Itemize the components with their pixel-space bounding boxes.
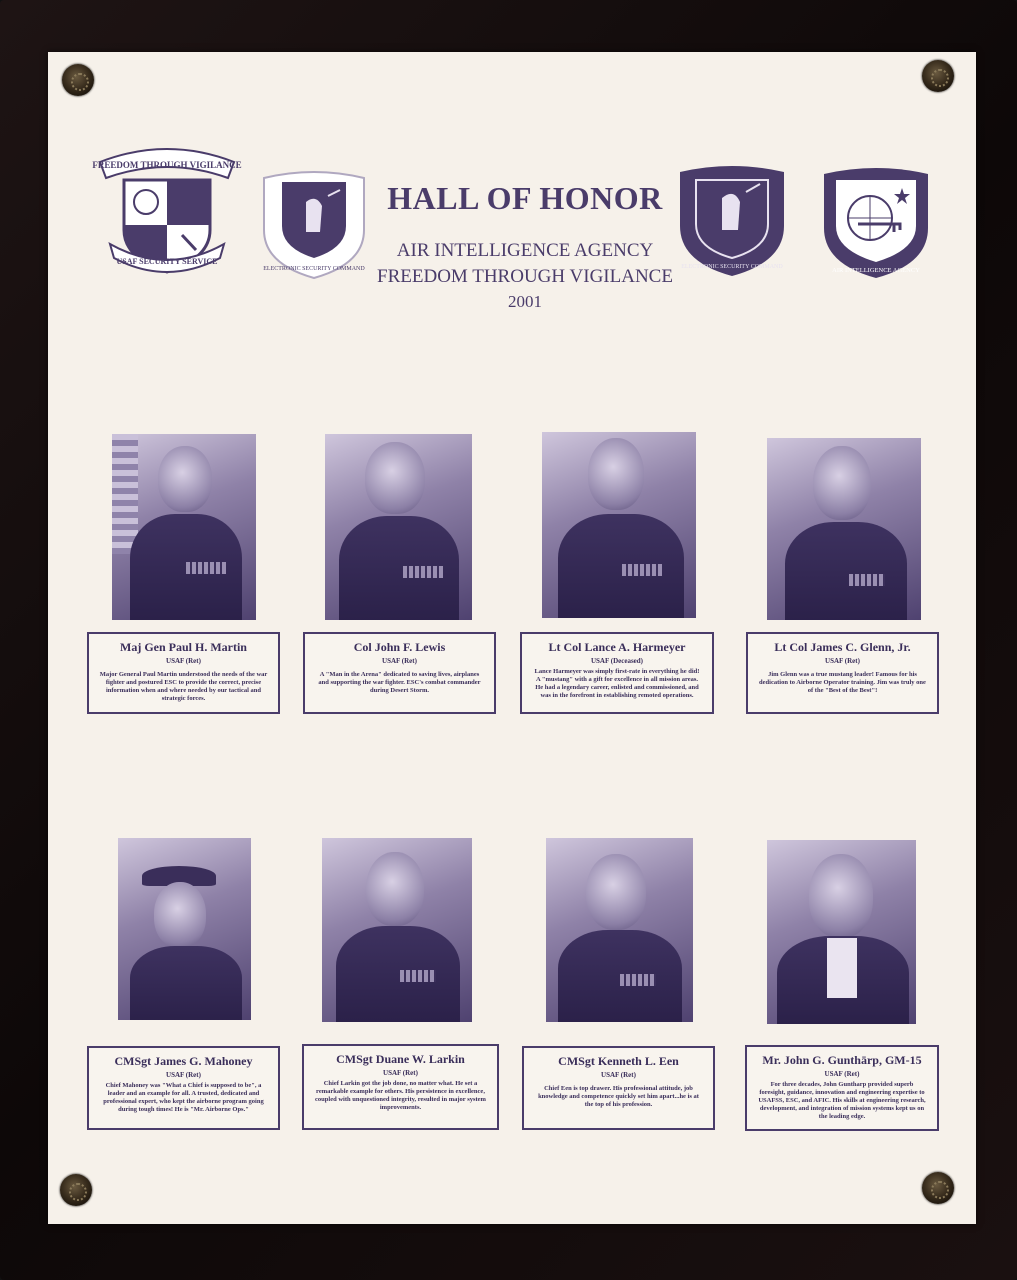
honoree-description: Lance Harmeyer was simply first-rate in everything he did! A "mustang" with a gift for excellence in all mission areas. He had a legendary career, enlisted and commissioned, and was in the forefront in establishing remoted operations.	[534, 668, 700, 699]
portrait-photo	[542, 432, 696, 618]
honoree-caption	[746, 632, 939, 714]
agency-line: AIR INTELLIGENCE AGENCY	[396, 240, 654, 261]
honoree-status: USAF (Ret)	[824, 1070, 860, 1078]
honoree-name: Mr. John G. Gunthārp, GM-15	[762, 1053, 922, 1067]
honoree-status: USAF (Ret)	[166, 1071, 201, 1079]
screw-icon	[922, 60, 954, 92]
honoree-description: Chief Een is top drawer. His professional attitude, job knowledge and competence quickly set him apart...he is at the top of his profession.	[538, 1085, 699, 1108]
honoree-description: For three decades, John Guntharp provided superb foresight, guidance, innovation and engineering expertise to USAFSS, ESC, and AFIC. His skills at engineering research, development, and integration of mission systems kept us on the leading edge.	[758, 1081, 926, 1120]
honoree-name: Lt Col James C. Glenn, Jr.	[774, 640, 911, 654]
portrait-photo	[325, 434, 472, 620]
honoree-caption	[87, 1046, 280, 1130]
honoree-name: CMSgt Kenneth L. Een	[558, 1054, 679, 1068]
honoree-description: Chief Larkin got the job done, no matter what. He set a remarkable example for others. His persistence in excellence, coupled with unquestioned integrity, resulted in major system improvements.	[315, 1080, 486, 1111]
honoree-description: A "Man in the Arena" dedicated to saving lives, airplanes and supporting the war fighter. ESC's combat commander during Desert Storm.	[318, 671, 481, 694]
screw-icon	[62, 64, 94, 96]
year-line: 2001	[508, 292, 542, 311]
portrait-photo	[112, 434, 256, 620]
page-title: HALL OF HONOR	[387, 180, 663, 216]
honoree-caption	[302, 1044, 499, 1130]
emblem-scroll-text: USAF SECURITY SERVICE	[116, 257, 218, 266]
honoree-status: USAF (Deceased)	[590, 657, 644, 665]
esc-emblem-right	[676, 164, 788, 276]
portrait-photo	[118, 838, 251, 1020]
motto-line: FREEDOM THROUGH VIGILANCE	[377, 266, 673, 287]
honoree-caption	[520, 632, 714, 714]
emblem-banner-text: FREEDOM THROUGH VIGILANCE	[92, 160, 242, 170]
honoree-description: Chief Mahoney was "What a Chief is supposed to be", a leader and an example for all. A trusted, dedicated and professional expert, who kept the airborne program going during tough times! He is "Mr. Airborne Ops."	[103, 1082, 264, 1113]
honoree-caption	[522, 1046, 715, 1130]
honoree-name: CMSgt James G. Mahoney	[114, 1054, 253, 1068]
honoree-caption	[87, 632, 280, 714]
honoree-status: USAF (Ret)	[383, 1069, 418, 1077]
usaf-security-service-emblem	[92, 140, 242, 280]
portrait-photo	[767, 438, 921, 620]
screw-icon	[922, 1172, 954, 1204]
honoree-status: USAF (Ret)	[601, 1071, 636, 1079]
honoree-name: CMSgt Duane W. Larkin	[336, 1052, 465, 1066]
honoree-status: USAF (Ret)	[166, 657, 201, 665]
honoree-caption	[745, 1045, 939, 1131]
aia-emblem	[818, 166, 934, 278]
honoree-name: Col John F. Lewis	[353, 640, 446, 654]
screw-icon	[60, 1174, 92, 1206]
aia-emblem-text: AIR INTELLIGENCE AGENCY	[832, 267, 920, 274]
honoree-name: Lt Col Lance A. Harmeyer	[548, 640, 686, 654]
honoree-status: USAF (Ret)	[382, 657, 417, 665]
honoree-description: Major General Paul Martin understood the needs of the war fighter and postured ESC to provide the correct, precise information when and where needed by our tactical and strategic forces.	[99, 671, 268, 702]
esc-emblem-text: ELECTRONIC SECURITY COMMAND	[263, 266, 365, 272]
portrait-photo	[767, 840, 916, 1024]
honoree-name: Maj Gen Paul H. Martin	[120, 640, 247, 654]
honoree-description: Jim Glenn was a true mustang leader! Famous for his dedication to Airborne Operator training. Jim was truly one of the "Best of the Best"!	[759, 671, 926, 694]
portrait-photo	[546, 838, 693, 1022]
portrait-photo	[322, 838, 472, 1022]
honoree-caption	[303, 632, 496, 714]
honoree-status: USAF (Ret)	[825, 657, 860, 665]
esc-emblem-text: ELECTRONIC SECURITY COMMAND	[681, 264, 783, 270]
